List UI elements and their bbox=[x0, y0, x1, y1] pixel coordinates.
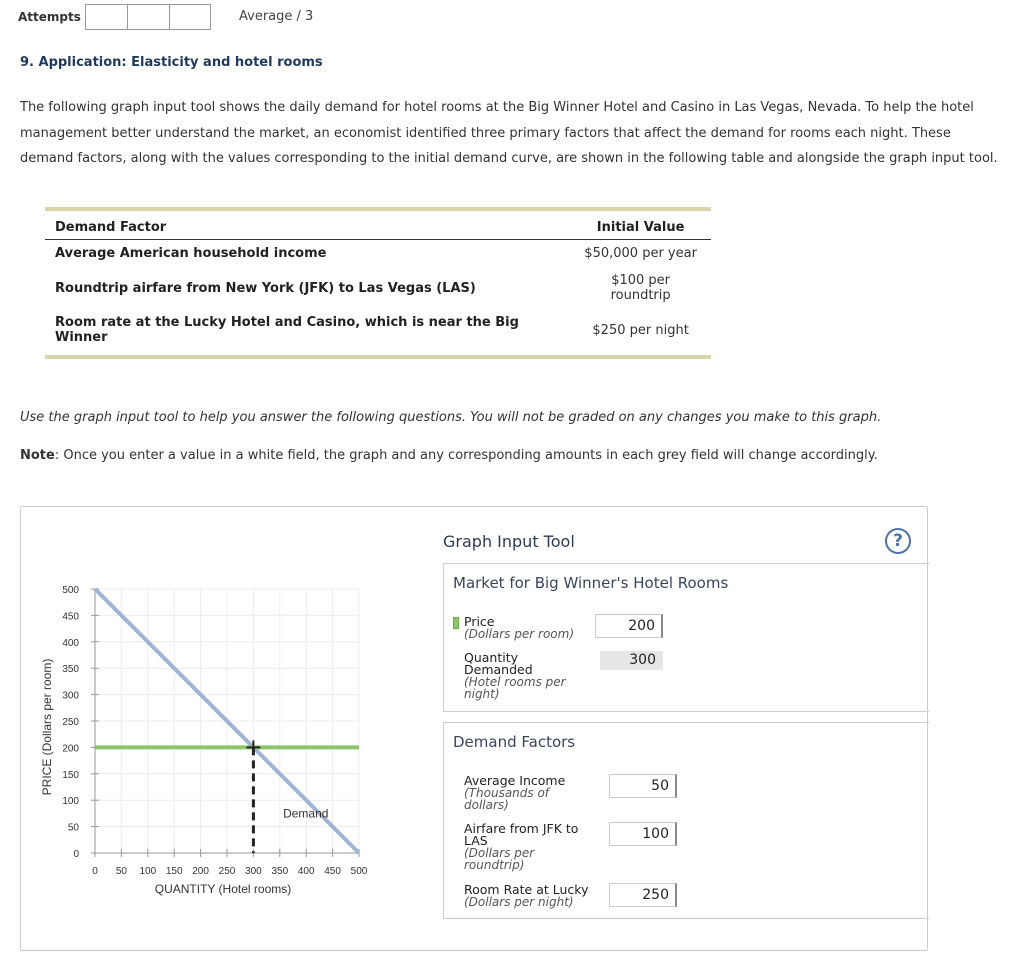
y-tick-label: 100 bbox=[62, 796, 79, 808]
question-title: 9. Application: Elasticity and hotel rooms bbox=[20, 55, 323, 70]
table-header-value: Initial Value bbox=[570, 211, 711, 240]
y-tick-label: 500 bbox=[62, 585, 79, 596]
price-unit: (Dollars per room) bbox=[464, 627, 575, 641]
tool-title: Graph Input Tool bbox=[443, 532, 575, 551]
price-input[interactable]: 200 bbox=[595, 614, 663, 638]
demand-factor-table bbox=[45, 207, 711, 359]
average-score bbox=[239, 9, 313, 24]
instruction-text: Use the graph input tool to help you answer the following questions. You will not be graded on any changes you make to this graph. bbox=[20, 410, 882, 425]
average-label: Average bbox=[239, 9, 293, 24]
quantity-label-text: Quantity Demanded bbox=[464, 650, 533, 677]
table-row bbox=[45, 267, 711, 309]
demand-chart[interactable] bbox=[21, 507, 421, 952]
factor-value: $50,000 per year bbox=[584, 246, 697, 261]
income-label bbox=[464, 775, 594, 811]
x-tick-label: 300 bbox=[245, 866, 262, 877]
factor-value: $100 per roundtrip bbox=[610, 273, 671, 303]
y-tick-label: 300 bbox=[62, 690, 79, 702]
y-tick-label: 200 bbox=[62, 743, 79, 755]
attempt-box bbox=[85, 4, 127, 30]
x-tick-label: 0 bbox=[92, 866, 98, 877]
x-tick-label: 150 bbox=[165, 866, 183, 877]
y-tick-label: 250 bbox=[62, 717, 79, 728]
y-tick-label: 0 bbox=[73, 849, 79, 860]
quantity-unit: (Hotel rooms per night) bbox=[464, 675, 566, 701]
average-value: / 3 bbox=[296, 9, 314, 24]
market-title: Market for Big Winner's Hotel Rooms bbox=[453, 574, 729, 592]
factor-name: Average American household income bbox=[55, 246, 327, 261]
help-icon[interactable]: ? bbox=[885, 528, 911, 554]
attempt-box bbox=[127, 4, 169, 30]
factor-name: Roundtrip airfare from New York (JFK) to Las Vegas (LAS) bbox=[55, 280, 476, 296]
room-rate-label bbox=[464, 884, 604, 908]
y-tick-label: 400 bbox=[62, 637, 79, 649]
note-label: Note bbox=[20, 448, 55, 463]
price-label bbox=[464, 616, 574, 640]
room-rate-input[interactable]: 250 bbox=[609, 883, 677, 907]
airfare-input[interactable]: 100 bbox=[609, 822, 677, 846]
table-row bbox=[45, 240, 711, 268]
note-body: : Once you enter a value in a white field, the graph and any corresponding amounts in each grey field will change accordingly. bbox=[54, 448, 878, 463]
x-tick-label: 450 bbox=[324, 866, 341, 877]
x-axis-label: QUANTITY (Hotel rooms) bbox=[154, 882, 292, 896]
income-label-text: Average Income bbox=[464, 773, 566, 788]
y-axis-label: PRICE (Dollars per room) bbox=[40, 658, 54, 796]
y-tick-label: 350 bbox=[62, 664, 79, 676]
price-swatch-icon bbox=[453, 617, 459, 629]
quantity-demanded-field: 300 bbox=[600, 651, 663, 670]
x-tick-label: 200 bbox=[192, 866, 209, 877]
factor-name: Room rate at the Lucky Hotel and Casino, which is near the Big Winner bbox=[55, 315, 519, 345]
market-box bbox=[443, 563, 929, 712]
x-tick-label: 250 bbox=[218, 866, 236, 877]
room-rate-unit: (Dollars per night) bbox=[464, 895, 574, 909]
x-tick-label: 50 bbox=[115, 866, 127, 877]
airfare-label-text: Airfare from JFK to LAS bbox=[464, 821, 579, 848]
factor-value: $250 per night bbox=[592, 322, 689, 338]
attempt-box bbox=[169, 4, 211, 30]
attempt-boxes bbox=[85, 4, 211, 30]
y-tick-label: 50 bbox=[67, 822, 79, 834]
demand-curve-label: Demand bbox=[283, 806, 329, 821]
quantity-label bbox=[464, 652, 574, 700]
price-label-text: Price bbox=[464, 614, 495, 629]
room-rate-label-text: Room Rate at Lucky bbox=[464, 882, 589, 897]
graph-input-tool-panel bbox=[20, 506, 928, 951]
note-text bbox=[20, 448, 878, 463]
y-tick-label: 150 bbox=[62, 769, 79, 781]
income-unit: (Thousands of dollars) bbox=[464, 786, 550, 812]
airfare-unit: (Dollars per roundtrip) bbox=[464, 846, 535, 872]
attempts-row bbox=[18, 4, 211, 30]
x-tick-label: 350 bbox=[271, 866, 289, 877]
income-input[interactable]: 50 bbox=[609, 774, 677, 798]
table-header-factor: Demand Factor bbox=[45, 211, 570, 240]
x-tick-label: 500 bbox=[350, 866, 368, 877]
x-tick-label: 100 bbox=[139, 866, 157, 877]
attempts-label: Attempts bbox=[18, 10, 81, 24]
y-tick-label: 450 bbox=[62, 611, 79, 623]
intro-paragraph: The following graph input tool shows the daily demand for hotel rooms at the Big Winner Hotel and Casino in Las Vegas, Nevada. To help the hotel management better understand the market, an economist identified three primary factors that affect the demand for rooms each night. These demand factors, along with the values corresponding to the initial demand curve, are shown in the following table and alongside the graph input tool. bbox=[20, 100, 998, 166]
demand-factors-title: Demand Factors bbox=[453, 733, 576, 751]
demand-factors-box bbox=[443, 722, 929, 919]
table-row bbox=[45, 309, 711, 355]
airfare-label bbox=[464, 823, 594, 871]
x-tick-label: 400 bbox=[297, 866, 315, 877]
